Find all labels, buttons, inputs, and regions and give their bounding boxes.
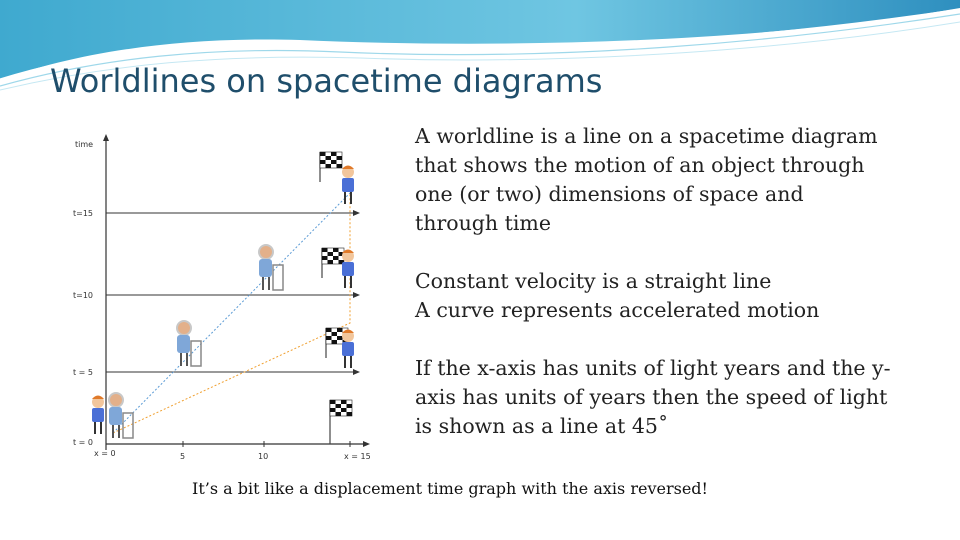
tick-label-x0: x = 0 xyxy=(94,449,116,458)
runner-icon xyxy=(342,166,354,205)
footer-note: It’s a bit like a displacement time graph with the axis reversed! xyxy=(192,479,708,498)
checkered-flag-icon xyxy=(330,400,352,444)
text-line: axis has units of years then the speed of light xyxy=(415,385,888,409)
elderly-walker-icon xyxy=(177,321,201,366)
runner-icon xyxy=(92,396,104,435)
time-axis-label: time xyxy=(75,140,94,149)
tick-label-t10: t=10 xyxy=(73,291,94,300)
gridline-10-arrow-icon xyxy=(353,292,360,298)
tick-label-x10: 10 xyxy=(258,452,269,461)
space-axis-arrow-icon xyxy=(363,441,370,447)
text-line: through time xyxy=(415,211,551,235)
slow-walker-worldline xyxy=(113,193,350,433)
checkered-flag-icon xyxy=(320,152,342,182)
fast-walker-worldline xyxy=(113,183,350,433)
checkered-flag-icon xyxy=(322,248,344,278)
slide-title: Worldlines on spacetime diagrams xyxy=(50,62,603,100)
text-line: Constant velocity is a straight line xyxy=(415,269,772,293)
text-line: that shows the motion of an object through xyxy=(415,153,865,177)
text-line: If the x-axis has units of light years and the y- xyxy=(415,356,891,380)
elderly-walker-icon xyxy=(109,393,133,438)
tick-label-t15: t=15 xyxy=(73,209,94,218)
tick-label-x5: 5 xyxy=(180,452,186,461)
text-line: is shown as a line at 45˚ xyxy=(415,414,669,438)
gridline-15-arrow-icon xyxy=(353,210,360,216)
tick-label-t0: t = 0 xyxy=(73,438,94,447)
elderly-walker-icon xyxy=(259,245,283,290)
spacetime-diagram xyxy=(68,128,380,465)
tick-label-t5: t = 5 xyxy=(73,368,94,377)
time-axis-arrow-icon xyxy=(103,134,109,141)
runner-icon xyxy=(342,330,354,369)
text-line: A worldline is a line on a spacetime diagram xyxy=(415,124,878,148)
explanation-text xyxy=(415,122,895,441)
text-line: one (or two) dimensions of space and xyxy=(415,182,804,206)
tick-label-x15: x = 15 xyxy=(344,452,371,461)
gridline-5-arrow-icon xyxy=(353,369,360,375)
text-line: A curve represents accelerated motion xyxy=(415,298,820,322)
runner-icon xyxy=(342,250,354,289)
